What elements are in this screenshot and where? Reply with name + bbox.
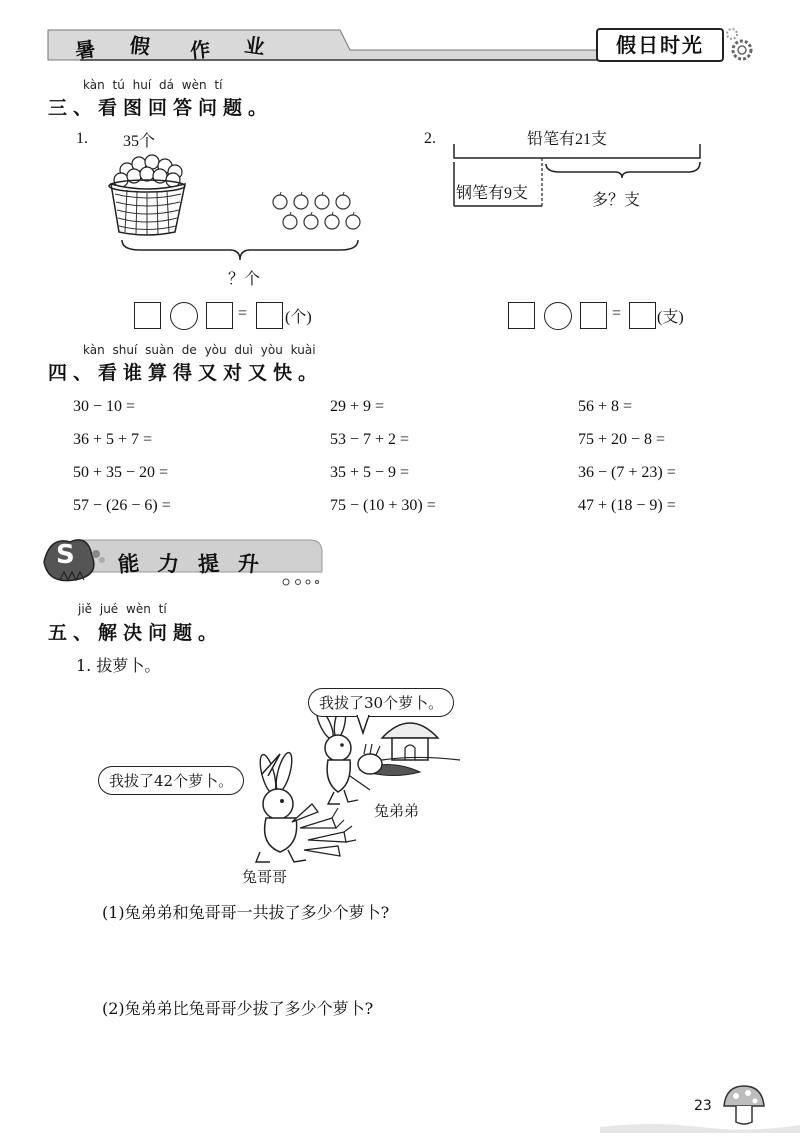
unit-label: (个) [285,309,312,326]
header-right-title: 假日时光 [616,33,704,57]
equation-item: 75 + 20 − 8 = [578,431,666,448]
equation-item: 75 − (10 + 30) = [330,497,436,514]
speech-text-elder: 我拔了42个萝卜。 [109,772,234,790]
header-char: 假 [128,33,152,59]
question-2: (2)兔弟弟比兔哥哥少拔了多少个萝卜? [102,999,374,1018]
basket-illustration [105,148,190,238]
banner-char: 能 [116,549,141,578]
bubble-tail [355,715,375,735]
banner-char: 力 [156,550,181,577]
header-char: 暑 [73,36,97,64]
section4-title: 四、看谁算得又对又快。 [48,362,324,384]
header-right-title-box [596,28,724,62]
answer-box[interactable] [508,302,535,329]
unit-label: (支) [657,309,684,326]
operator-circle[interactable] [544,302,572,330]
equation-item: 57 − (26 − 6) = [73,497,171,514]
header-char: 作 [188,37,212,63]
basket-count-label: 35个 [123,133,156,150]
operator-circle[interactable] [170,302,198,330]
equation-item: 30 − 10 = [73,398,136,415]
speech-text-younger: 我拔了30个萝卜。 [319,694,444,712]
speech-bubble-elder [98,766,244,795]
page-number: 23 [694,1098,712,1114]
gear-icon [724,24,758,64]
brace-problem1 [120,238,360,262]
equals-sign: = [612,305,622,322]
answer-box[interactable] [580,302,607,329]
equation-item: 36 − (7 + 23) = [578,464,676,481]
section4-pinyin: kàn shuí suàn de yòu duì yòu kuài [83,343,316,357]
equation-item: 35 + 5 − 9 = [330,464,410,481]
section5-pinyin: jiě jué wèn tí [78,602,167,616]
problem2-number: 2. [424,130,436,147]
problem1-number: 1. [76,130,88,147]
banner-char: 升 [236,549,261,578]
difference-label: 多？支 [592,192,641,209]
answer-box[interactable] [134,302,161,329]
speech-bubble-younger [308,688,454,717]
footer-ground [600,1118,800,1132]
problem5-1-label: 1. 拔萝卜。 [76,656,161,675]
answer-box[interactable] [206,302,233,329]
answer-box[interactable] [256,302,283,329]
section5-title: 五、解决问题。 [48,622,224,644]
equation-item: 29 + 9 = [330,398,385,415]
pen-count-label: 钢笔有9支 [456,185,529,202]
bubble-tail [262,752,284,776]
equation-item: 47 + (18 − 9) = [578,497,676,514]
label-younger-rabbit: 兔弟弟 [374,802,420,820]
equation-item: 36 + 5 + 7 = [73,431,153,448]
question-1: (1)兔弟弟和兔哥哥一共拔了多少个萝卜? [102,903,390,922]
answer-box[interactable] [629,302,656,329]
rabbit-illustration [220,700,470,870]
equals-sign: = [238,305,248,322]
header-char: 业 [243,32,267,60]
pencil-total-label: 铅笔有21支 [527,131,608,148]
question-count-label: ？个 [228,271,261,288]
section3-title: 三、看图回答问题。 [48,97,274,119]
equation-item: 53 − 7 + 2 = [330,431,410,448]
equation-item: 50 + 35 − 20 = [73,464,169,481]
label-elder-rabbit: 兔哥哥 [242,868,288,886]
mushroom-icon [720,1082,766,1126]
banner-letter: S [56,540,75,570]
section3-pinyin: kàn tú huí dá wèn tí [83,78,223,92]
apple-group [268,190,368,232]
banner-char: 提 [196,550,221,577]
equation-item: 56 + 8 = [578,398,633,415]
